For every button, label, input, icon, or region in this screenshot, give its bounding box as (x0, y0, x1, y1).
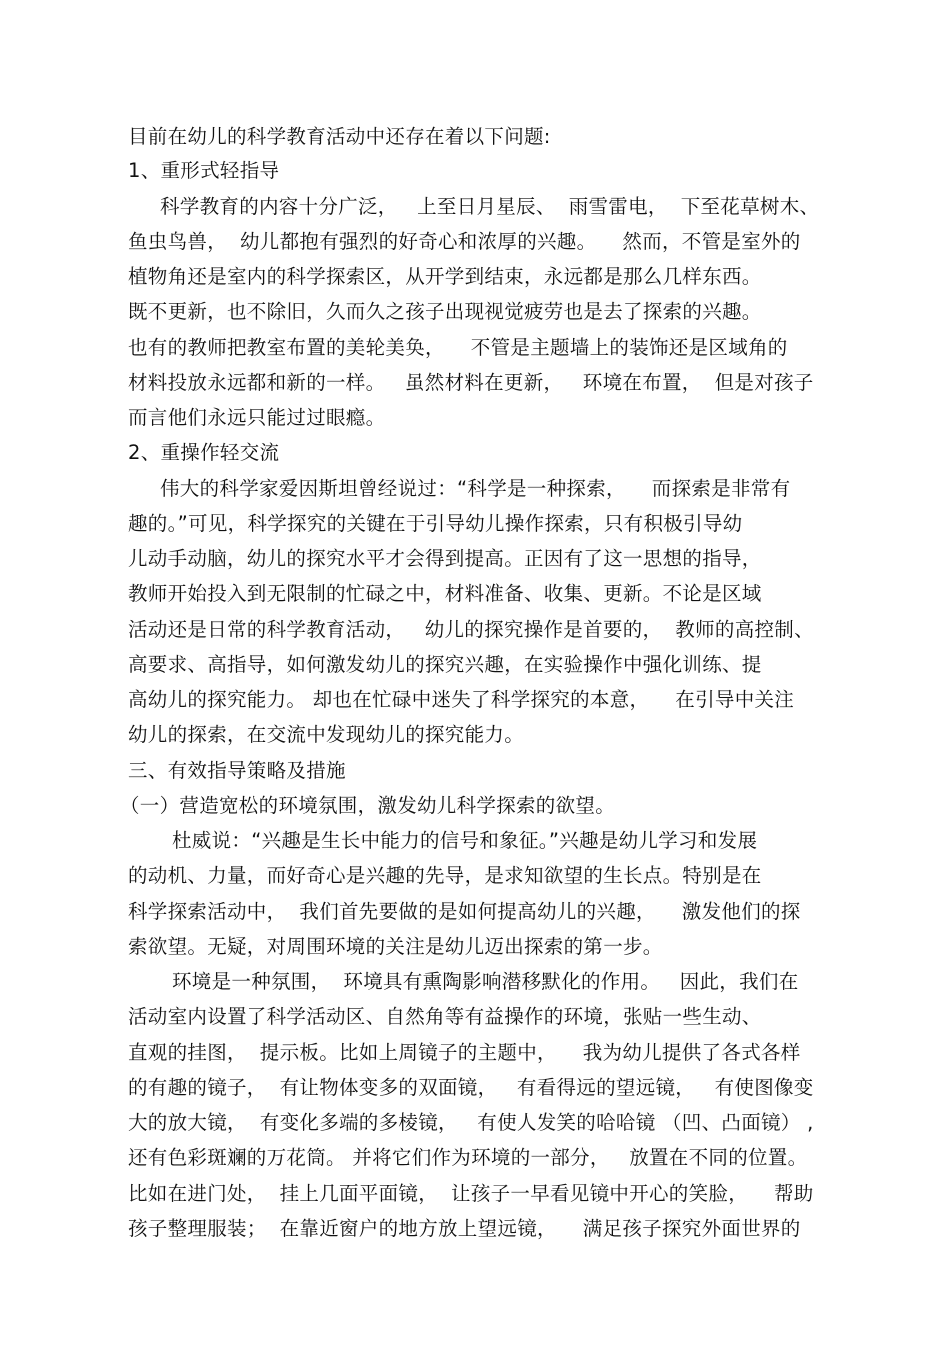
section-heading: 2、重操作轻交流 (128, 441, 280, 464)
text-line: 既不更新，也不除旧，久而久之孩子出现视觉疲劳也是去了探索的兴趣。 (128, 300, 762, 323)
text-line: 鱼虫鸟兽， 幼儿都抱有强烈的好奇心和浓厚的兴趣。 然而，不管是室外的 (128, 230, 801, 253)
text-line: 科学探索活动中， 我们首先要做的是如何提高幼儿的兴趣， 激发他们的探 (128, 900, 801, 923)
subsection-heading: （一）营造宽松的环境氛围，激发幼儿科学探索的欲望。 (120, 794, 616, 817)
text-line: 高幼儿的探究能力。 却也在忙碌中迷失了科学探究的本意， 在引导中关注 (128, 688, 795, 711)
text-line: 植物角还是室内的科学探索区，从开学到结束，永远都是那么几样东西。 (128, 265, 762, 288)
text-line: 幼儿的探索，在交流中发现幼儿的探究能力。 (128, 723, 525, 746)
text-line: 目前在幼儿的科学教育活动中还存在着以下问题: (128, 125, 551, 148)
text-line: 活动室内设置了科学活动区、自然角等有益操作的环境，张贴一些生动、 (128, 1005, 762, 1028)
text-line: 直观的挂图， 提示板。比如上周镜子的主题中， 我为幼儿提供了各式各样 (128, 1041, 801, 1064)
text-line: 材料投放永远都和新的一样。 虽然材料在更新， 环境在布置， 但是对孩子 (128, 371, 814, 394)
text-line: 高要求、高指导，如何激发幼儿的探究兴趣，在实验操作中强化训练、提 (128, 653, 762, 676)
text-line: 大的放大镜， 有变化多端的多棱镜， 有使人发笑的哈哈镜 （凹、凸面镜） , (128, 1111, 814, 1134)
text-line: 还有色彩斑斓的万花筒。 并将它们作为环境的一部分， 放置在不同的位置。 (128, 1146, 808, 1169)
section-heading: 三、有效指导策略及措施 (128, 759, 346, 782)
text-line: 的动机、力量，而好奇心是兴趣的先导，是求知欲望的生长点。特别是在 (128, 864, 762, 887)
text-line: 比如在进门处， 挂上几面平面镜， 让孩子一早看见镜中开心的笑脸， 帮助 (128, 1182, 814, 1205)
text-line: 也有的教师把教室布置的美轮美奂， 不管是主题墙上的装饰还是区域角的 (128, 336, 788, 359)
text-line: 而言他们永远只能过过眼瘾。 (128, 406, 386, 429)
text-line: 环境是一种氛围， 环境具有熏陶影响潜移默化的作用。 因此，我们在 (172, 970, 799, 993)
section-heading: 1、重形式轻指导 (128, 159, 280, 182)
text-line: 趣的。”可见，科学探究的关键在于引导幼儿操作探索，只有积极引导幼 (128, 512, 743, 535)
text-line: 伟大的科学家爱因斯坦曾经说过：“科学是一种探索， 而探索是非常有 (160, 477, 791, 500)
text-line: 孩子整理服装； 在靠近窗户的地方放上望远镜， 满足孩子探究外面世界的 (128, 1217, 801, 1240)
text-line: 杜威说：“兴趣是生长中能力的信号和象征。”兴趣是幼儿学习和发展 (172, 829, 758, 852)
text-line: 的有趣的镜子， 有让物体变多的双面镜， 有看得远的望远镜， 有使图像变 (128, 1076, 814, 1099)
text-line: 科学教育的内容十分广泛， 上至日月星辰、 雨雪雷电， 下至花草树木、 (160, 195, 820, 218)
text-line: 儿动手动脑，幼儿的探究水平才会得到提高。正因有了这一思想的指导， (128, 547, 762, 570)
text-line: 索欲望。无疑，对周围环境的关注是幼儿迈出探索的第一步。 (128, 935, 663, 958)
text-line: 活动还是日常的科学教育活动， 幼儿的探究操作是首要的， 教师的高控制、 (128, 618, 814, 641)
text-line: 教师开始投入到无限制的忙碌之中，材料准备、收集、更新。不论是区域 (128, 582, 762, 605)
